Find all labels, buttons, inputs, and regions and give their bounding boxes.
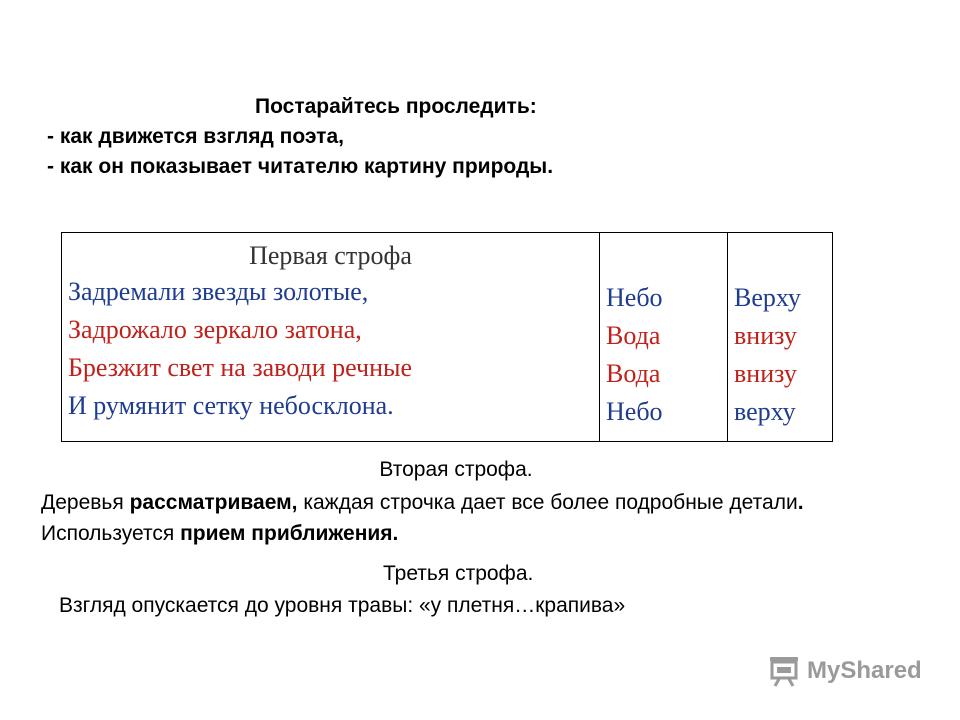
first-stanza-table [61,232,833,442]
task-heading [47,92,927,182]
third-stanza-title: Третья строфа. [383,562,534,585]
direction-1: Верху [734,283,801,312]
object-3: Вода [606,359,661,388]
watermark [767,654,922,688]
stanza-title: Первая строфа [249,241,412,270]
watermark-text: MyShared [807,657,922,684]
verse-line-1: Задремали звезды золотые, [68,277,369,306]
verses-cell [62,233,600,442]
object-2: Вода [606,321,661,350]
direction-3: внизу [734,359,797,388]
verse-line-2: Задрожало зеркало затона, [68,315,362,344]
direction-2: внизу [734,321,797,350]
verse-line-4: И румянит сетку небосклона. [68,391,394,420]
third-stanza-text: Взгляд опускается до уровня травы: «у плетня…крапива» [59,594,626,617]
task-point-1: - как движется взгляд поэта, [47,125,344,148]
directions-cell [728,233,833,442]
second-stanza-title: Вторая строфа. [379,458,533,481]
task-title: Постарайтесь проследить: [255,95,537,118]
objects-cell [600,233,728,442]
verse-line-3: Брезжит свет на заводи речные [68,353,413,382]
task-point-2: - как он показывает читателю картину природы. [47,155,554,178]
object-1: Небо [606,283,663,312]
object-4: Небо [606,397,663,426]
second-stanza-text: Деревья рассматриваем, каждая строчка дает все более подробные детали. Используется прием приближения. [41,491,804,545]
projector-icon [767,654,801,688]
direction-4: верху [734,397,796,426]
